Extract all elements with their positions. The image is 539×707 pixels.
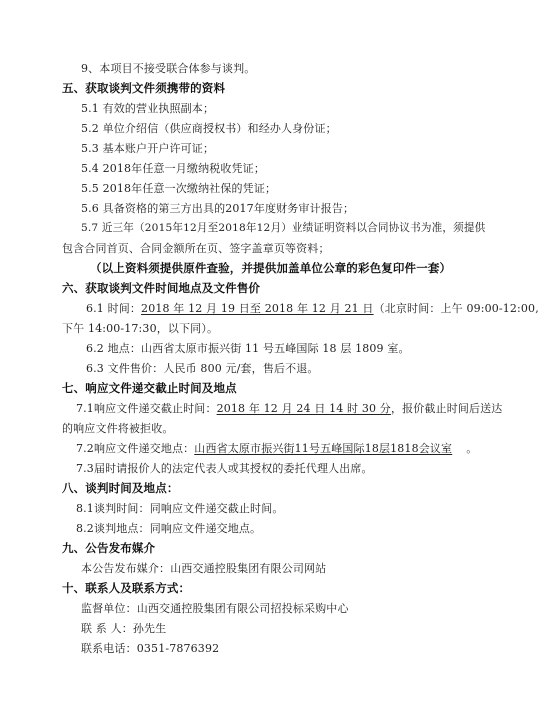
section-7-attend: 7.3届时请报价人的法定代表人或其授权的委托代理人出席。 [76, 462, 373, 475]
section-5-item-3: 5.3 基本账户开户许可证； [81, 142, 215, 155]
section-6-time-prefix: 6.1 时间： [86, 302, 142, 315]
section-7-place [76, 441, 477, 456]
section-7-place-suffix: 。 [466, 442, 478, 455]
section-8-time: 8.1谈判时间：同响应文件递交截止时间。 [76, 502, 284, 515]
section-5-note: （以上资料须提供原件查验，并提供加盖单位公章的彩色复印件一套） [90, 261, 452, 275]
section-6-price: 6.3 文件售价：人民币 800 元/套，售后不退。 [86, 362, 319, 375]
section-7-deadline-value: 2018 年 12 月 24 日 14 时 30 分 [216, 402, 391, 415]
section-10-phone: 联系电话：0351-7876392 [81, 642, 220, 655]
section-5-item-7-line-1: 5.7 近三年（2015年12月至2018年12月）业绩证明资料以合同协议书为准，须提供 [81, 222, 486, 234]
section-5-item-2: 5.2 单位介绍信（供应商授权书）和经办人身份证； [81, 122, 337, 135]
section-6-time [86, 301, 539, 316]
section-8-heading: 八、谈判时间及地点： [62, 481, 179, 495]
section-7-deadline-suffix: ，报价截止时间后送达 [390, 402, 503, 415]
section-7-place-value: 山西省太原市振兴街11号五峰国际18层1818会议室 [194, 442, 453, 455]
section-7-deadline-line-2: 的响应文件将被拒收。 [62, 422, 174, 435]
section-7-place-prefix: 7.2响应文件递交地点： [76, 442, 195, 455]
section-5-item-4: 5.4 2018年任意一月缴纳税收凭证； [81, 162, 265, 175]
section-10-contact: 联 系 人：孙先生 [81, 622, 167, 635]
item-9: 9、本项目不接受联合体参与谈判。 [81, 62, 256, 75]
section-6-time-suffix: （北京时间：上午 09:00-12:00, [373, 302, 539, 315]
section-7-deadline-prefix: 7.1响应文件递交截止时间： [76, 402, 217, 415]
section-8-place: 8.2谈判地点：同响应文件递交地点。 [76, 522, 262, 535]
section-7-heading: 七、响应文件递交截止时间及地点 [62, 381, 237, 395]
section-6-place: 6.2 地点：山西省太原市振兴街 11 号五峰国际 18 层 1809 室。 [86, 342, 410, 355]
section-5-item-7-line-2: 包含合同首页、合同金额所在页、签字盖章页等资料； [62, 242, 330, 255]
section-5-item-6: 5.6 具备资格的第三方出具的2017年度财务审计报告； [81, 202, 355, 215]
section-5-item-1: 5.1 有效的营业执照副本； [81, 102, 215, 115]
section-10-heading: 十、联系人及联系方式： [62, 581, 191, 595]
section-5-item-5: 5.5 2018年任意一次缴纳社保的凭证； [81, 182, 277, 195]
section-7-deadline [76, 401, 502, 416]
section-9-heading: 九、公告发布媒介 [62, 541, 156, 555]
section-10-unit: 监督单位：山西交通控股集团有限公司招投标采购中心 [81, 602, 349, 615]
section-6-heading: 六、获取谈判文件时间地点及文件售价 [62, 281, 261, 295]
section-5-heading: 五、获取谈判文件须携带的资料 [62, 81, 226, 95]
section-6-time-line-2: 下午 14:00-17:30，以下同）。 [62, 322, 219, 335]
section-6-time-value: 2018 年 12 月 19 日至 2018 年 12 月 21 日 [141, 302, 374, 315]
section-9-text: 本公告发布媒介：山西交通控股集团有限公司网站 [81, 562, 327, 575]
